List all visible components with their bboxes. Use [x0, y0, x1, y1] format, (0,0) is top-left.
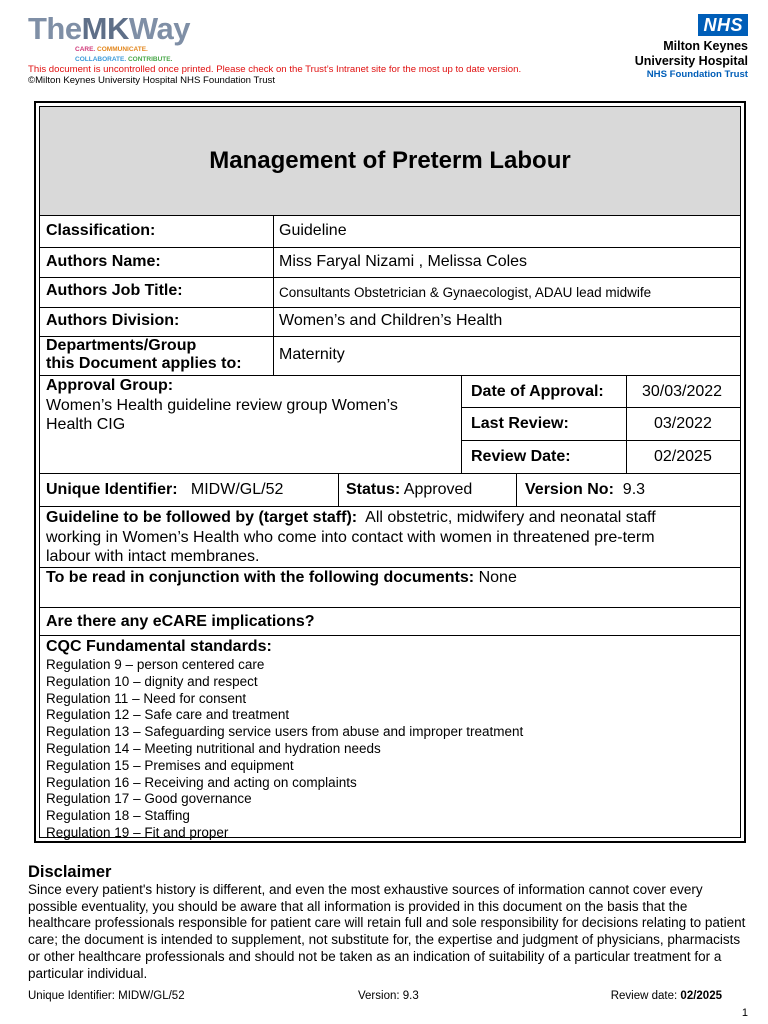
trust-name-line-1: Milton Keynes	[663, 39, 748, 53]
ecare-implications: Are there any eCARE implications?	[46, 613, 315, 630]
last-review-label: Last Review:	[471, 415, 569, 432]
read-in-conjunction: To be read in conjunction with the following documents: None	[46, 569, 517, 586]
themkway-logo	[28, 12, 188, 70]
target-staff: Guideline to be followed by (target staff): All obstetric, midwifery and neonatal staff working in Women’s Health who come into contact with women in threatened pre-term labour with intact membranes.	[46, 509, 656, 565]
nhs-trust-logo	[588, 14, 748, 81]
list-item: Regulation 13 – Safeguarding service users from abuse and improper treatment	[46, 724, 524, 739]
date-of-approval-label: Date of Approval:	[471, 383, 604, 400]
departments-value: Maternity	[279, 346, 345, 363]
cqc-standards-label: CQC Fundamental standards:	[46, 638, 272, 655]
classification-label: Classification:	[46, 222, 156, 239]
list-item: Regulation 14 – Meeting nutritional and hydration needs	[46, 741, 381, 756]
footer-version: Version: 9.3	[358, 990, 419, 1002]
unique-identifier: Unique Identifier: MIDW/GL/52	[46, 481, 284, 498]
authors-name-value: Miss Faryal Nizami , Melissa Coles	[279, 253, 528, 270]
date-of-approval-value: 30/03/2022	[642, 383, 723, 400]
list-item: Regulation 16 – Receiving and acting on complaints	[46, 775, 357, 790]
authors-name-label: Authors Name:	[46, 253, 161, 270]
version-number: Version No: 9.3	[525, 481, 646, 498]
trust-name-line-3: NHS Foundation Trust	[646, 69, 748, 80]
authors-job-title-label: Authors Job Title:	[46, 282, 183, 299]
review-date-value: 02/2025	[654, 448, 712, 465]
page-number: 1	[741, 1007, 748, 1019]
disclaimer-text: Since every patient's history is different, and even the most exhaustive sources of information cannot cover every possible eventuality, you should be aware that all information is provided in this document on the basis that the healthcare professionals responsible for patient care will retain full and sole responsibility for decisions relating to patient care; the document is intended to supplement, not substitute for, the expertise and judgment of physicians, pharmacists or other healthcare professionals and should not be taken as an indication of suitability of a particular treatment for a particular individual.	[28, 882, 746, 981]
authors-division-label: Authors Division:	[46, 312, 180, 329]
departments-label: Departments/Group this Document applies to:	[46, 337, 242, 372]
authors-job-title-value: Consultants Obstetrician & Gynaecologist, ADAU lead midwife	[279, 285, 652, 300]
logo-tagline: CARE. COMMUNICATE. COLLABORATE. CONTRIBUTE.	[75, 46, 173, 63]
approval-group-value: Women’s Health guideline review group Women’s Health CIG	[46, 397, 398, 433]
list-item: Regulation 18 – Staffing	[46, 808, 190, 823]
list-item: Regulation 12 – Safe care and treatment	[46, 707, 290, 722]
title-band	[40, 107, 740, 216]
document-info-table	[34, 101, 746, 843]
classification-value: Guideline	[279, 222, 347, 239]
list-item: Regulation 17 – Good governance	[46, 791, 252, 806]
copyright-notice: ©Milton Keynes University Hospital NHS Foundation Trust	[28, 75, 276, 86]
authors-division-value: Women’s and Children’s Health	[279, 312, 503, 329]
uncontrolled-notice: This document is uncontrolled once printed. Please check on the Trust’s Intranet site for the most up to date version.	[28, 64, 522, 75]
list-item: Regulation 9 – person centered care	[46, 657, 265, 672]
review-date-label: Review Date:	[471, 448, 571, 465]
status: Status: Approved	[346, 481, 473, 498]
list-item: Regulation 11 – Need for consent	[46, 691, 247, 706]
footer-unique-identifier: Unique Identifier: MIDW/GL/52	[28, 990, 185, 1002]
list-item: Regulation 19 – Fit and proper	[46, 825, 229, 840]
page-title: Management of Preterm Labour	[209, 147, 571, 174]
list-item: Regulation 10 – dignity and respect	[46, 674, 258, 689]
trust-name-line-2: University Hospital	[634, 54, 748, 68]
nhs-badge: NHS	[698, 14, 748, 36]
list-item: Regulation 15 – Premises and equipment	[46, 758, 294, 773]
approval-group-label: Approval Group:	[46, 377, 174, 394]
disclaimer-heading: Disclaimer	[28, 863, 112, 881]
logo-wordmark: TheMKWay	[28, 11, 190, 46]
last-review-value: 03/2022	[654, 415, 712, 432]
footer-review-date: Review date: 02/2025	[610, 990, 722, 1002]
